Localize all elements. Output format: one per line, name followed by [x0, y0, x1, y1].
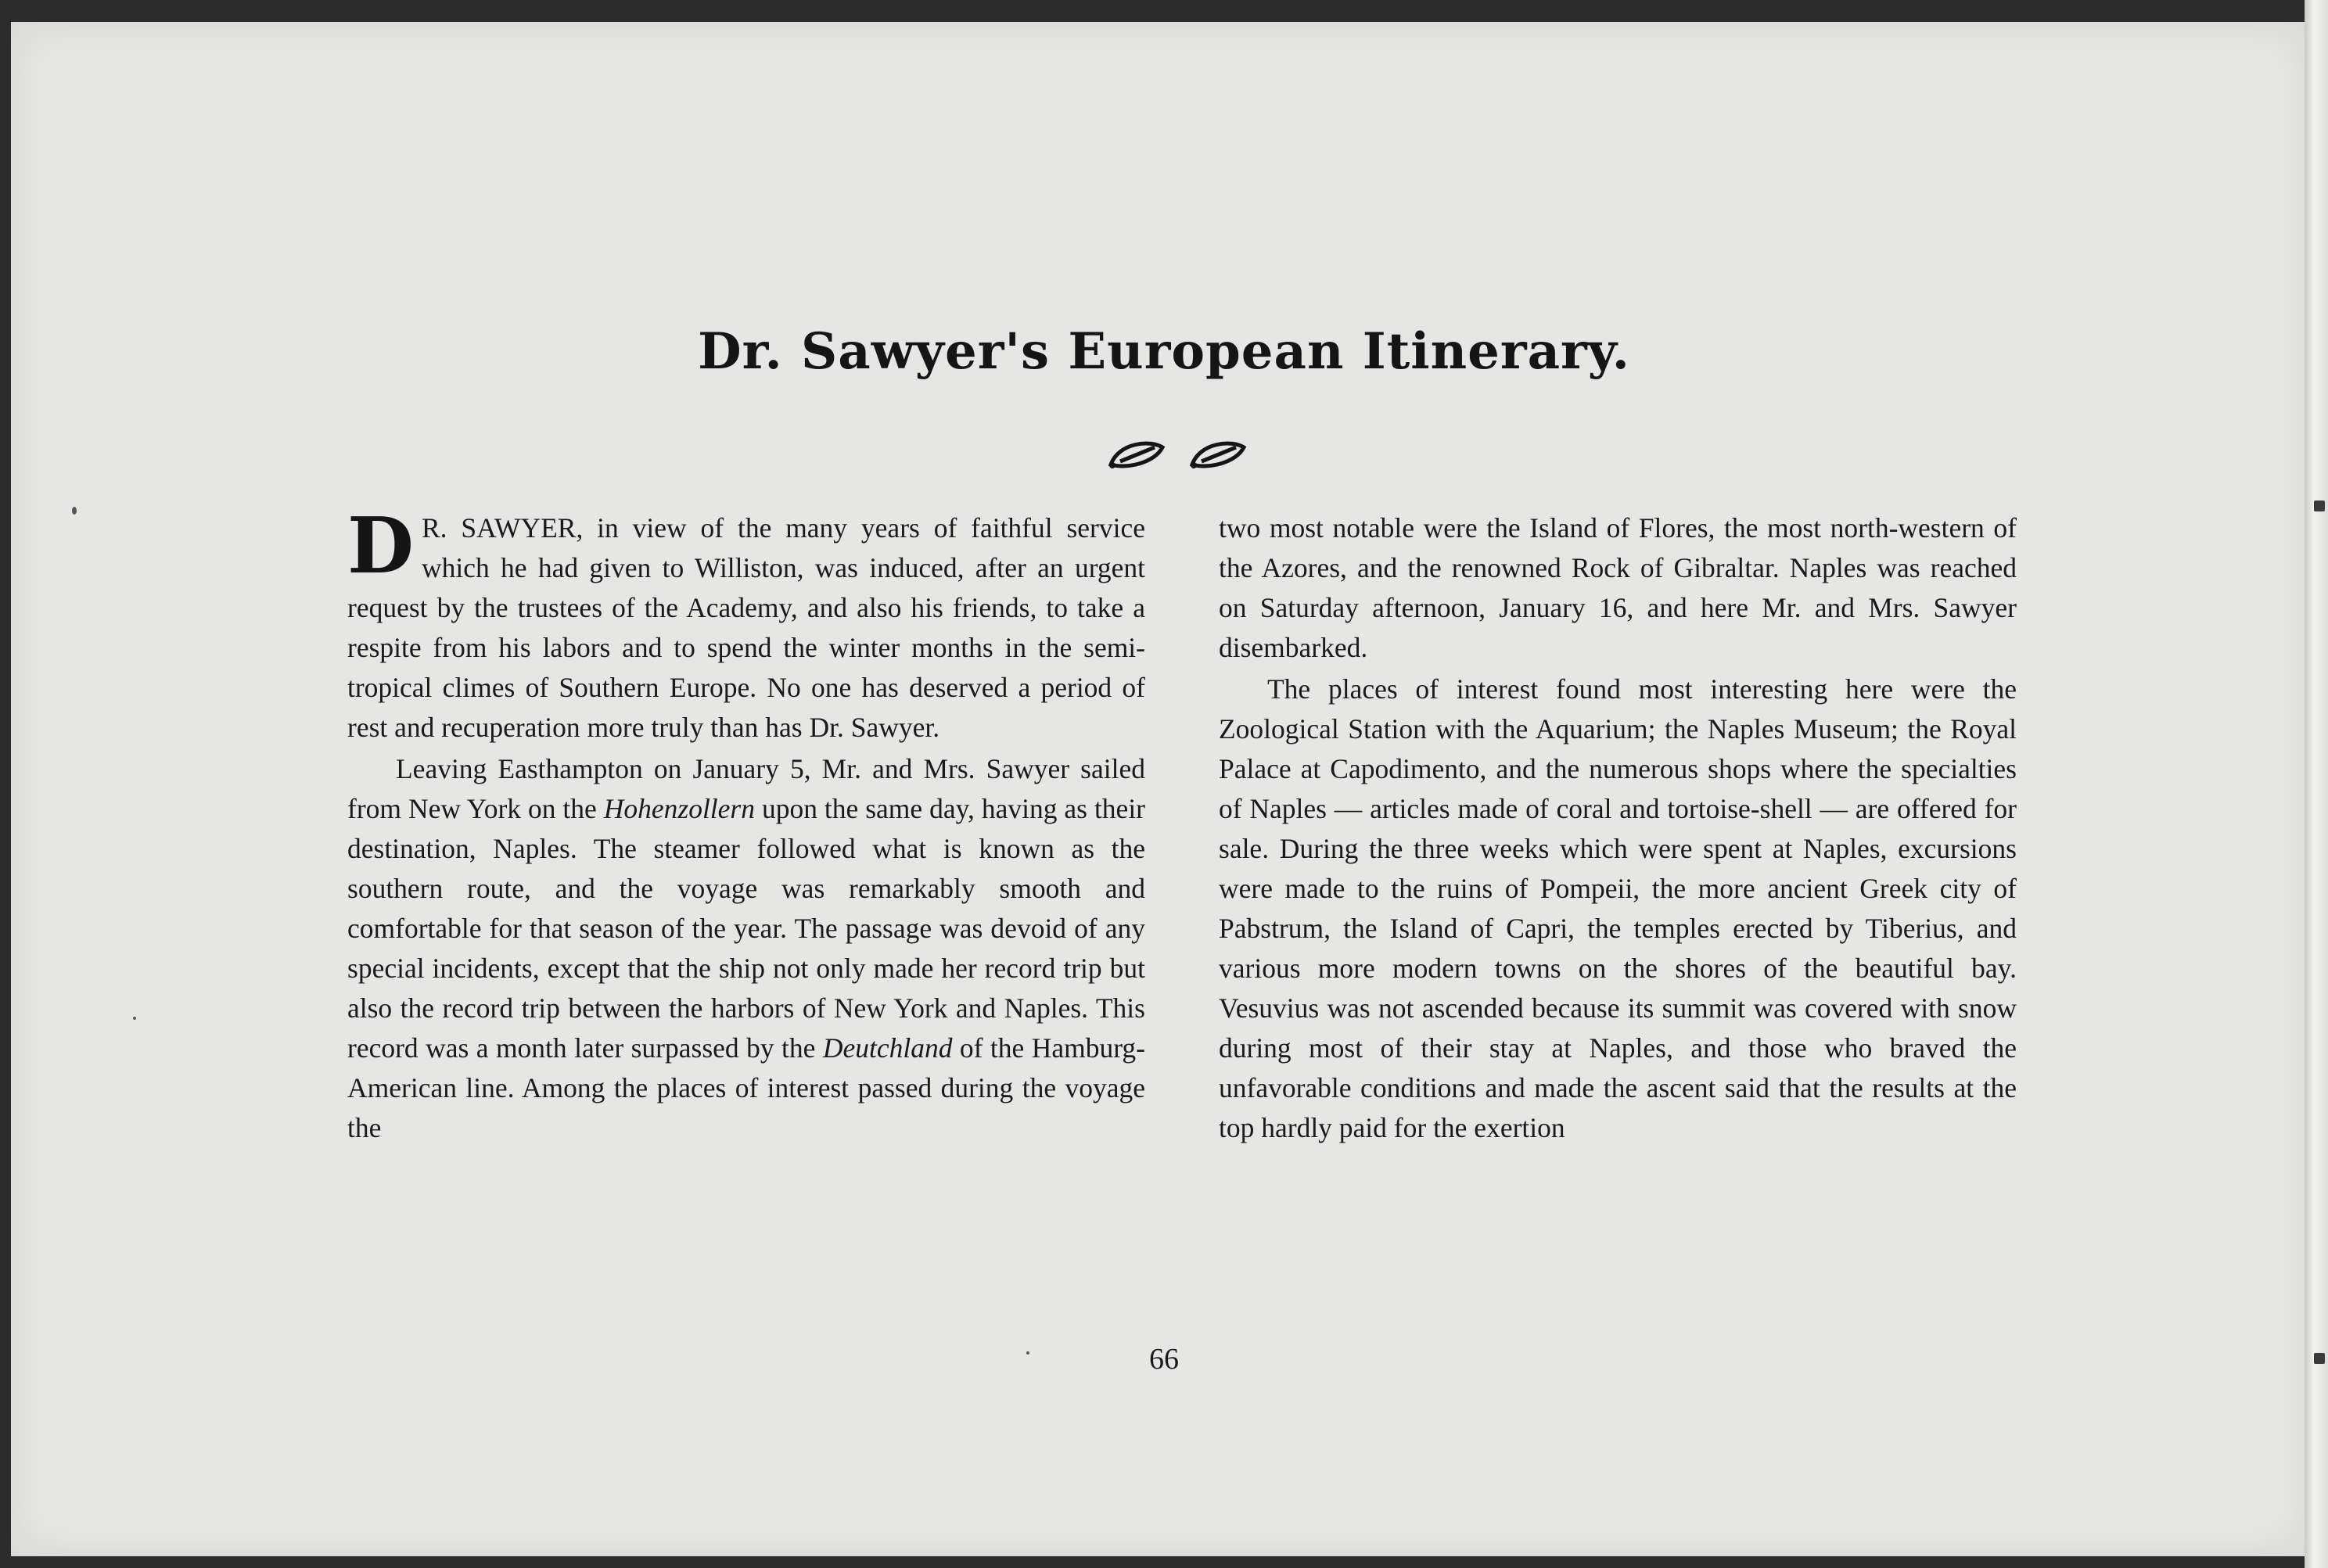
page-edge [2305, 0, 2328, 1568]
paragraph: The places of interest found most interesting here were the Zoological Station with the Aquarium; the Naples Museum; the Royal Palace at Capodimento, and the numerous shops where the specialties of Naples — articles made of coral and tortoise-shell — are offered for sale. During the three weeks which were spent at Naples, excursions were made to the ruins of Pompeii, the more ancient Greek city of Pabstrum, the Island of Capri, the temples erected by Tiberius, and various more modern towns on the shores of the beautiful bay. Vesuvius was not ascended because its summit was covered with snow during most of their stay at Naples, and those who braved the unfavorable conditions and made the ascent said that the results at the top hardly paid for the exertion [1219, 673, 2017, 1143]
page-title: Dr. Sawyer's European Itinerary. [698, 322, 1630, 381]
edge-tab-mark [2314, 501, 2325, 511]
paragraph [347, 749, 1145, 1148]
page-speck [133, 1017, 136, 1020]
ship-name: Deutchland [822, 1032, 953, 1064]
paragraph-text: Leaving Easthampton on January 5, Mr. and Mrs. Sawyer sailed from New York on the [347, 753, 1145, 824]
paragraph: two most notable were the Island of Flores, the most north-western of the Azores, and the renowned Rock of Gibraltar. Naples was reached on Saturday afternoon, January 16, and here Mr. and Mrs. Sawyer disembarked. [1219, 512, 2017, 663]
paragraph-text: R. SAWYER, in view of the many years of faithful service which he had given to Williston, was induced, after an urgent request by the trustees of the Academy, and also his friends, to take a respite from his labors and to spend the winter months in the semi-tropical climes of Southern Europe. No one has deserved a period of rest and recuperation more truly than has Dr. Sawyer. [347, 512, 1145, 743]
left-text-column [347, 501, 1146, 1148]
right-text-column [1219, 508, 2017, 1148]
page-number: 66 [1149, 1343, 1179, 1376]
page-speck [72, 507, 77, 515]
leaf-ornament-icon [1103, 438, 1259, 472]
drop-cap: D [347, 501, 414, 591]
paragraph [347, 501, 1145, 748]
ship-name: Hohenzollern [603, 793, 755, 824]
paragraph-text: of the Hamburg-American line. Among the places of interest passed during the voyage the [347, 1032, 1146, 1143]
paragraph-text: upon the same day, having as their destination, Naples. The steamer followed what is known as the southern route, and the voyage was remarkably smooth and comfortable for that season of the year. The passage was devoid of any special incidents, except that the ship not only made her record trip but also the record trip between the harbors of New York and Naples. This record was a month later surpassed by the [347, 793, 1146, 1064]
